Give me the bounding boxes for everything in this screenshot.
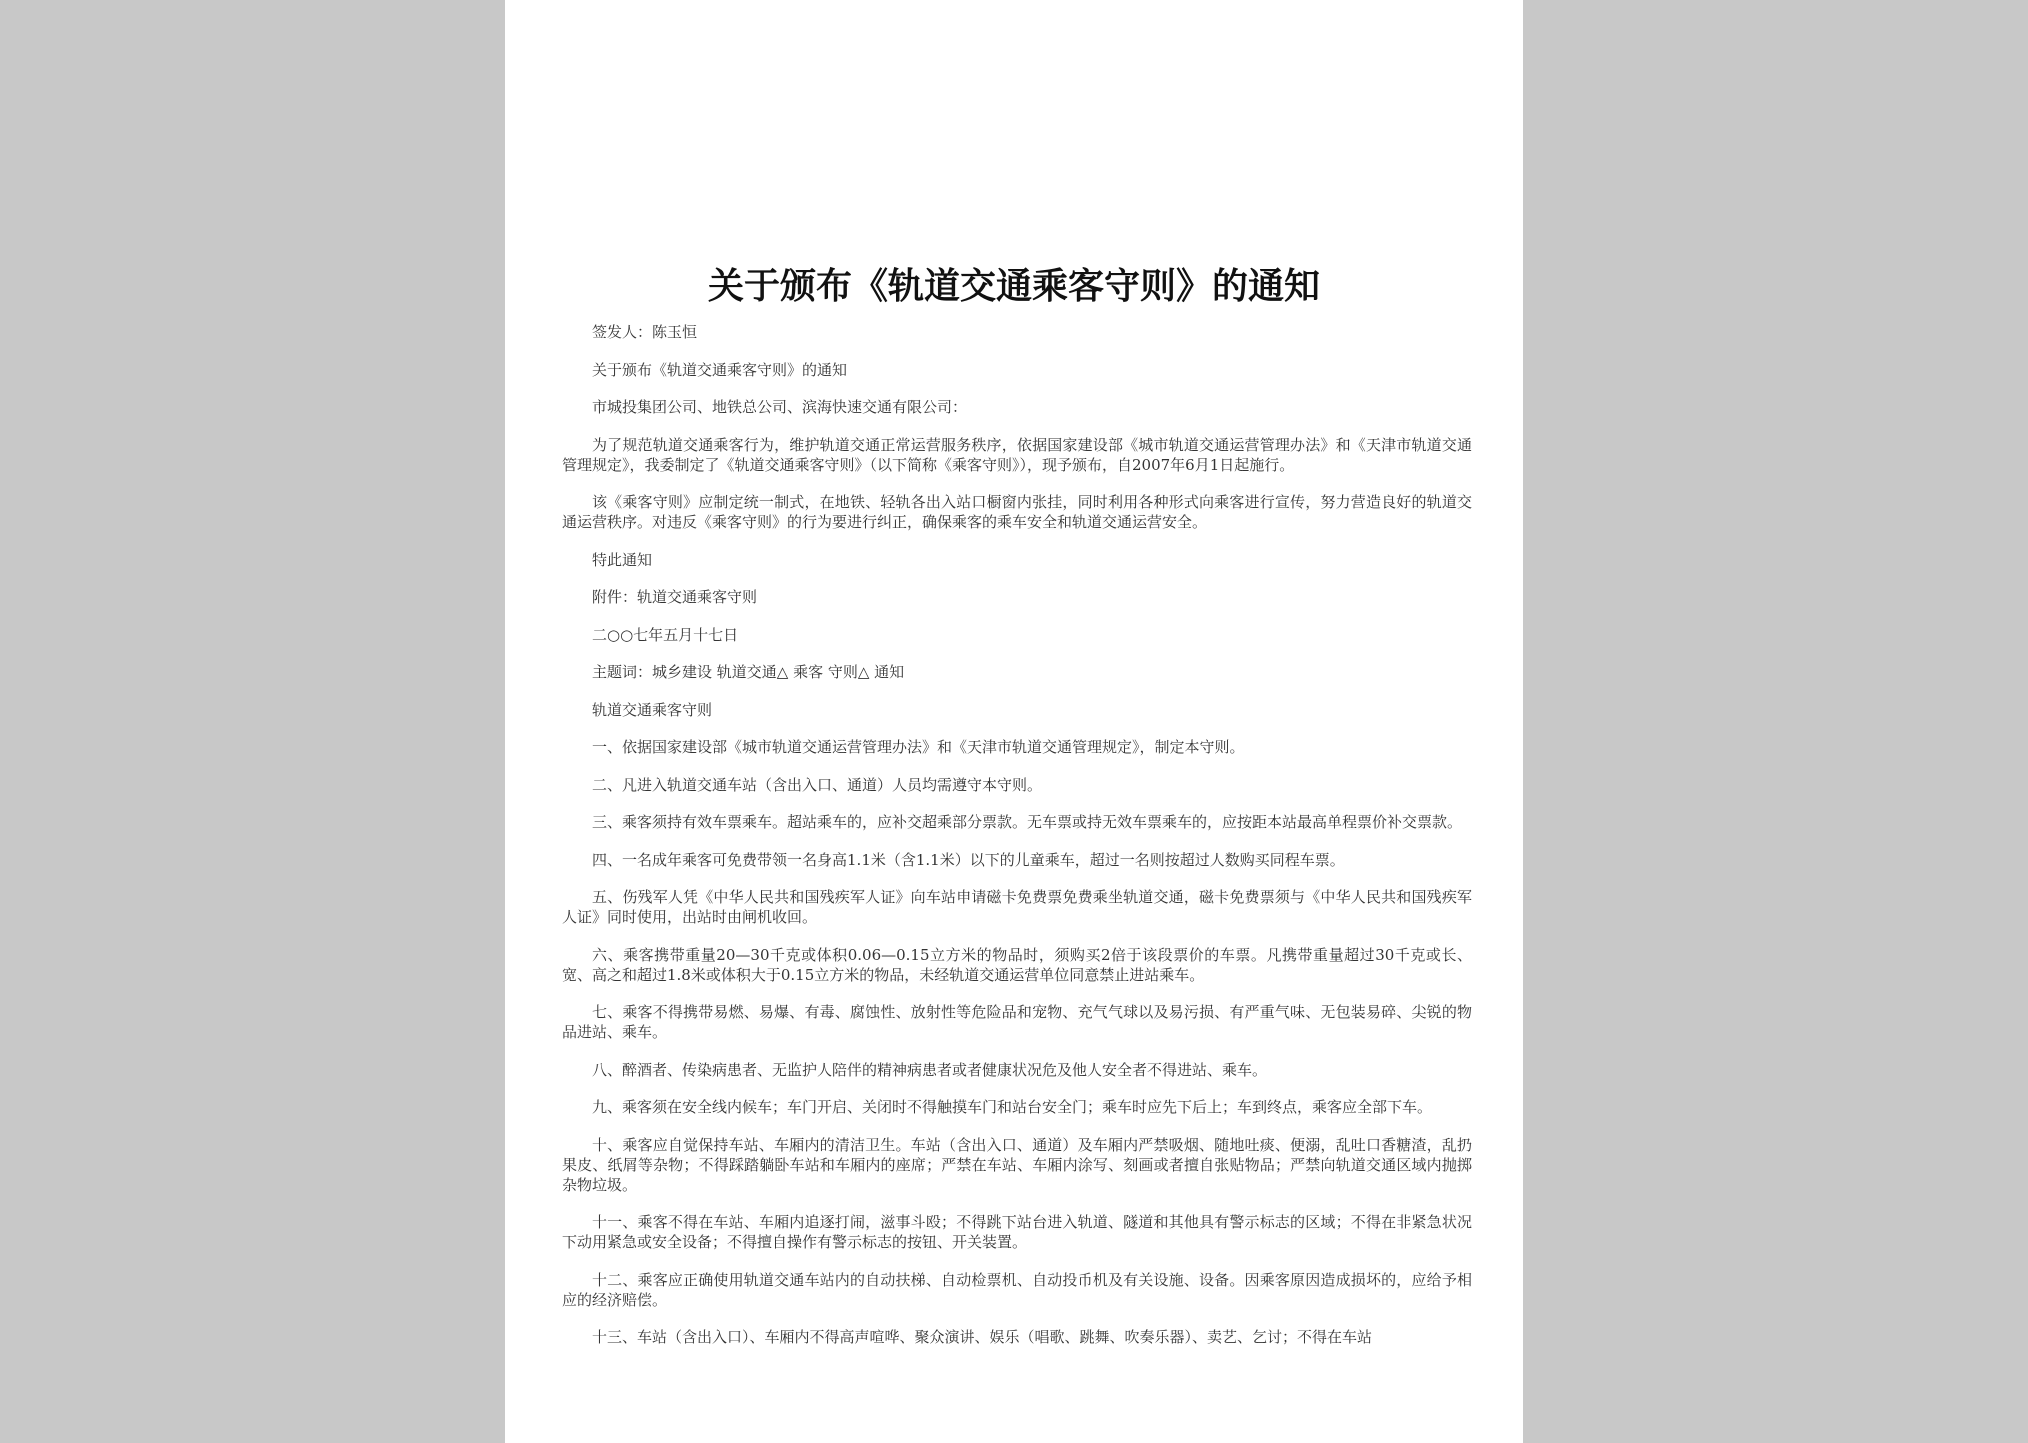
paragraph: 八、醉酒者、传染病患者、无监护人陪伴的精神病患者或者健康状况危及他人安全者不得进站、乘车。 <box>592 1060 1268 1079</box>
paragraph: 轨道交通乘客守则 <box>592 700 713 719</box>
paragraph: 二、凡进入轨道交通车站（含出入口、通道）人员均需遵守本守则。 <box>592 775 1043 794</box>
paragraph: 签发人：陈玉恒 <box>592 323 698 341</box>
paragraph: 七、乘客不得携带易燃、易爆、有毒、腐蚀性、放射性等危险品和宠物、充气气球以及易污损、有严重气味、无包装易碎、尖锐的物品进站、乘车。 <box>562 1003 1472 1041</box>
document-body <box>562 322 1472 1365</box>
paragraph: 特此通知 <box>592 550 653 569</box>
paragraph: 附件：轨道交通乘客守则 <box>592 588 758 606</box>
paragraph: 十二、乘客应正确使用轨道交通车站内的自动扶梯、自动检票机、自动投币机及有关设施、设备。因乘客原因造成损坏的，应给予相应的经济赔偿。 <box>562 1270 1472 1309</box>
document-page <box>505 0 1523 1443</box>
document-title: 关于颁布《轨道交通乘客守则》的通知 <box>707 265 1320 307</box>
paragraph: 一、依据国家建设部《城市轨道交通运营管理办法》和《天津市轨道交通管理规定》，制定本守则。 <box>592 738 1245 756</box>
paragraph: 五、伤残军人凭《中华人民共和国残疾军人证》向车站申请磁卡免费票免费乘坐轨道交通，磁卡免费票须与《中华人民共和国残疾军人证》同时使用，出站时由闸机收回。 <box>562 888 1472 926</box>
paragraph: 市城投集团公司、地铁总公司、滨海快速交通有限公司： <box>592 398 968 416</box>
paragraph: 十、乘客应自觉保持车站、车厢内的清洁卫生。车站（含出入口、通道）及车厢内严禁吸烟、随地吐痰、便溺，乱吐口香糖渣，乱扔果皮、纸屑等杂物；不得踩踏躺卧车站和车厢内的座席；严禁在车站、车厢内涂写、刻画或者擅自张贴物品；严禁向轨道交通区域内抛掷杂物垃圾。 <box>562 1135 1472 1194</box>
paragraph: 为了规范轨道交通乘客行为，维护轨道交通正常运营服务秩序，依据国家建设部《城市轨道交通运营管理办法》和《天津市轨道交通管理规定》，我委制定了《轨道交通乘客守则》（以下简称《乘客守则》），现予颁布，自2007年6月1日起施行。 <box>562 435 1472 474</box>
paragraph: 主题词：城乡建设 轨道交通△ 乘客 守则△ 通知 <box>592 663 905 681</box>
paragraph: 十一、乘客不得在车站、车厢内追逐打闹，滋事斗殴；不得跳下站台进入轨道、隧道和其他具有警示标志的区域；不得在非紧急状况下动用紧急或安全设备；不得擅自操作有警示标志的按钮、开关装置。 <box>562 1213 1472 1251</box>
paragraph: 十三、车站（含出入口）、车厢内不得高声喧哗、聚众演讲、娱乐（唱歌、跳舞、吹奏乐器）、卖艺、乞讨；不得在车站 <box>592 1328 1373 1346</box>
paragraph: 该《乘客守则》应制定统一制式，在地铁、轻轨各出入站口橱窗内张挂，同时利用各种形式向乘客进行宣传，努力营造良好的轨道交通运营秩序。对违反《乘客守则》的行为要进行纠正，确保乘客的乘车安全和轨道交通运营安全。 <box>562 493 1472 531</box>
paragraph: 四、一名成年乘客可免费带领一名身高1.1米（含1.1米）以下的儿童乘车，超过一名则按超过人数购买同程车票。 <box>592 850 1345 869</box>
paragraph: 二○○七年五月十七日 <box>592 625 739 644</box>
paragraph: 三、乘客须持有效车票乘车。超站乘车的，应补交超乘部分票款。无车票或持无效车票乘车的，应按距本站最高单程票价补交票款。 <box>592 813 1463 831</box>
paragraph: 九、乘客须在安全线内候车；车门开启、关闭时不得触摸车门和站台安全门；乘车时应先下后上；车到终点，乘客应全部下车。 <box>592 1098 1433 1116</box>
paragraph: 六、乘客携带重量20—30千克或体积0.06—0.15立方米的物品时，须购买2倍于该段票价的车票。凡携带重量超过30千克或长、宽、高之和超过1.8米或体积大于0.15立方米的物品，未经轨道交通运营单位同意禁止进站乘车。 <box>562 945 1472 984</box>
paragraph: 关于颁布《轨道交通乘客守则》的通知 <box>592 360 848 379</box>
